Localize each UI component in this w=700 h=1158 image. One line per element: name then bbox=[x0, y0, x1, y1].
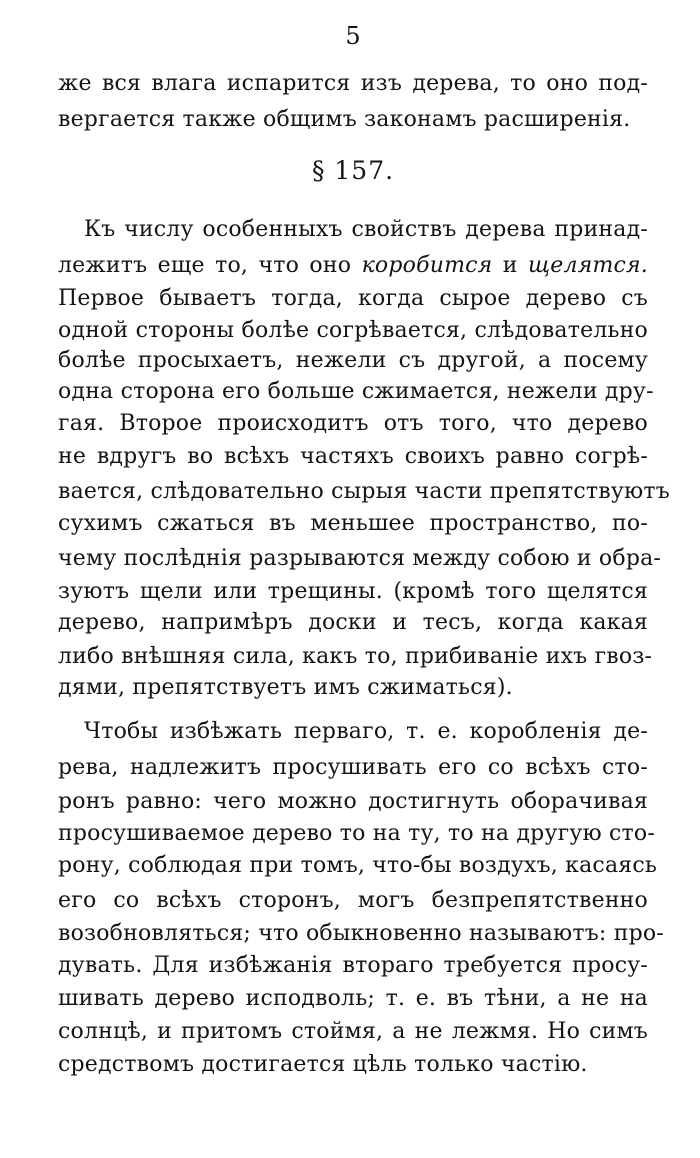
text-line: просушиваемое дерево то на ту, то на другую сто- bbox=[58, 821, 655, 846]
book-page bbox=[58, 0, 670, 1158]
text-line: либо внѣшняя сила, какъ то, прибиваніе ихъ гвоз- bbox=[58, 644, 653, 669]
text-line: одна сторона его больше сжимается, нежели дру- bbox=[58, 379, 654, 404]
text-line: сухимъ сжаться въ меньшее пространство, по- bbox=[58, 511, 648, 536]
text-line: солнцѣ, и притомъ стоймя, а не лежмя. Но симъ bbox=[58, 1019, 648, 1044]
text-line: Къ числу особенныхъ свойствъ дерева принад- bbox=[84, 217, 648, 242]
text-line: возобновляться; что обыкновенно называютъ: про- bbox=[58, 921, 664, 946]
text-line: шивать дерево исподволь; т. е. въ тѣни, а не на bbox=[58, 986, 648, 1011]
text-line: вается, слѣдовательно сырыя части препятствуютъ bbox=[58, 479, 670, 504]
text-run: и bbox=[492, 253, 529, 278]
text-line: ронъ равно: чего можно достигнуть оборачивая bbox=[58, 789, 648, 814]
text-line: дувать. Для избѣжанія втораго требуется просу- bbox=[58, 953, 648, 978]
text-line: зуютъ щели или трещины. (кромѣ того щелятся bbox=[58, 579, 648, 604]
text-line: же вся влага испарится изъ дерева, то оно под- bbox=[58, 71, 648, 96]
text-line bbox=[58, 250, 648, 282]
emphasized-term: щелятся. bbox=[528, 253, 649, 278]
text-line: не вдругъ во всѣхъ частяхъ своихъ равно согрѣ- bbox=[58, 444, 648, 469]
text-line: одной стороны болѣе согрѣвается, слѣдовательно bbox=[58, 318, 648, 343]
text-line: средствомъ достигается цѣль только частію. bbox=[58, 1052, 588, 1077]
text-line: дерево, напримѣръ доски и тесъ, когда какая bbox=[58, 610, 648, 635]
text-line: чему послѣднія разрываются между собою и обра- bbox=[58, 546, 662, 571]
text-run: лежитъ еще то, что оно bbox=[58, 253, 362, 278]
page-number: 5 bbox=[345, 22, 361, 50]
text-line: вергается также общимъ законамъ расширенія. bbox=[58, 107, 631, 132]
text-line: болѣе просыхаетъ, нежели съ другой, а посему bbox=[58, 348, 648, 373]
text-line: гая. Второе происходитъ отъ того, что дерево bbox=[58, 411, 648, 436]
text-line: рева, надлежитъ просушивать его со всѣхъ сто- bbox=[58, 755, 648, 780]
text-line: его со всѣхъ сторонъ, могъ безпрепятственно bbox=[58, 888, 648, 913]
text-line: Чтобы избѣжать перваго, т. е. коробленія де- bbox=[84, 719, 648, 744]
emphasized-term: коробится bbox=[361, 253, 493, 278]
text-line: дями, препятствуетъ имъ сжиматься). bbox=[58, 675, 513, 700]
text-line: рону, соблюдая при томъ, что-бы воздухъ, касаясь bbox=[58, 853, 658, 878]
text-line: Первое бываетъ тогда, когда сырое дерево съ bbox=[58, 286, 648, 311]
section-heading: § 157. bbox=[311, 156, 395, 185]
